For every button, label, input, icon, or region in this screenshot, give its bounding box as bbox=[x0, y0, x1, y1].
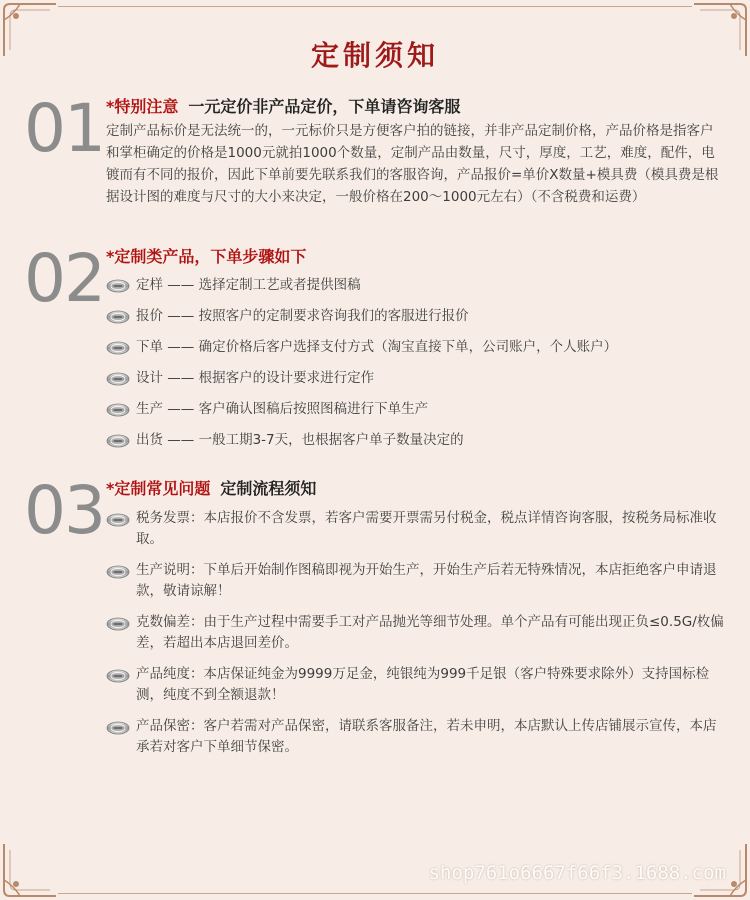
frame-border-top bbox=[58, 6, 692, 7]
section-heading bbox=[106, 246, 726, 268]
silver-badge-icon bbox=[106, 340, 130, 354]
heading-red: *定制常见问题 bbox=[106, 479, 211, 498]
section-heading bbox=[106, 96, 726, 118]
heading-dark: 定制流程须知 bbox=[220, 479, 317, 498]
frame-border-bottom bbox=[58, 893, 692, 894]
section-number: 01 bbox=[24, 90, 104, 167]
silver-badge-icon bbox=[106, 616, 130, 630]
section-paragraph: 定制产品标价是无法统一的，一元标价只是方便客户拍的链接，并非产品定制价格，产品价格是指客户和掌柜确定的价格是1000元就拍1000个数量，定制产品由数量，尺寸，厚度，工艺，难度，配件，电镀而有不同的报价，因此下单前要先联系我们的客服咨询，产品报价=单价X数量+模具费（模具费是根据设计图的难度与尺寸的大小来决定，一般价格在200～1000元左右）（不含税费和运费） bbox=[106, 123, 719, 205]
list-item: 税务发票：本店报价不含发票，若客户需要开票需另付税金，税点详情咨询客服，按税务局标准收取。 bbox=[106, 508, 726, 560]
list-item: 定样 —— 选择定制工艺或者提供图稿 bbox=[106, 274, 726, 305]
silver-badge-icon bbox=[106, 371, 130, 385]
silver-badge-icon bbox=[106, 512, 130, 526]
heading-red: *特别注意 bbox=[106, 97, 179, 116]
silver-badge-icon bbox=[106, 668, 130, 682]
list-item: 报价 —— 按照客户的定制要求咨询我们的客服进行报价 bbox=[106, 305, 726, 336]
list-item: 产品保密：客户若需对产品保密，请联系客服备注，若未申明，本店默认上传店铺展示宣传，本店承若对客户下单细节保密。 bbox=[106, 716, 726, 768]
list-item: 出货 —— 一般工期3-7天，也根据客户单子数量决定的 bbox=[106, 429, 726, 460]
silver-badge-icon bbox=[106, 402, 130, 416]
silver-badge-icon bbox=[106, 720, 130, 734]
silver-badge-icon bbox=[106, 564, 130, 578]
list-item: 生产说明：下单后开始制作图稿即视为开始生产，开始生产后若无特殊情况，本店拒绝客户申请退款，敬请谅解！ bbox=[106, 560, 726, 612]
silver-badge-icon bbox=[106, 309, 130, 323]
steps-list bbox=[106, 274, 726, 460]
list-item: 下单 —— 确定价格后客户选择支付方式（淘宝直接下单，公司账户，个人账户） bbox=[106, 336, 726, 367]
faq-list bbox=[106, 508, 726, 768]
heading-red: *定制类产品，下单步骤如下 bbox=[106, 247, 307, 266]
silver-badge-icon bbox=[106, 433, 130, 447]
list-item: 克数偏差：由于生产过程中需要手工对产品抛光等细节处理。单个产品有可能出现正负≤0.5G/枚偏差，若超出本店退回差价。 bbox=[106, 612, 726, 664]
list-item: 设计 —— 根据客户的设计要求进行定作 bbox=[106, 367, 726, 398]
section-heading bbox=[106, 478, 726, 500]
list-item: 生产 —— 客户确认图稿后按照图稿进行下单生产 bbox=[106, 398, 726, 429]
silver-badge-icon bbox=[106, 278, 130, 292]
section-number: 02 bbox=[24, 240, 104, 317]
shop-watermark: shop761o6667f66f3.1688.com bbox=[428, 862, 726, 884]
section-number: 03 bbox=[24, 472, 104, 549]
list-item: 产品纯度：本店保证纯金为9999万足金，纯银纯为999千足银（客户特殊要求除外）支持国标检测，纯度不到全额退款！ bbox=[106, 664, 726, 716]
page-title: 定制须知 bbox=[310, 39, 439, 72]
ornament-corner-icon bbox=[0, 840, 60, 900]
heading-dark: 一元定价非产品定价，下单请咨询客服 bbox=[188, 97, 461, 116]
